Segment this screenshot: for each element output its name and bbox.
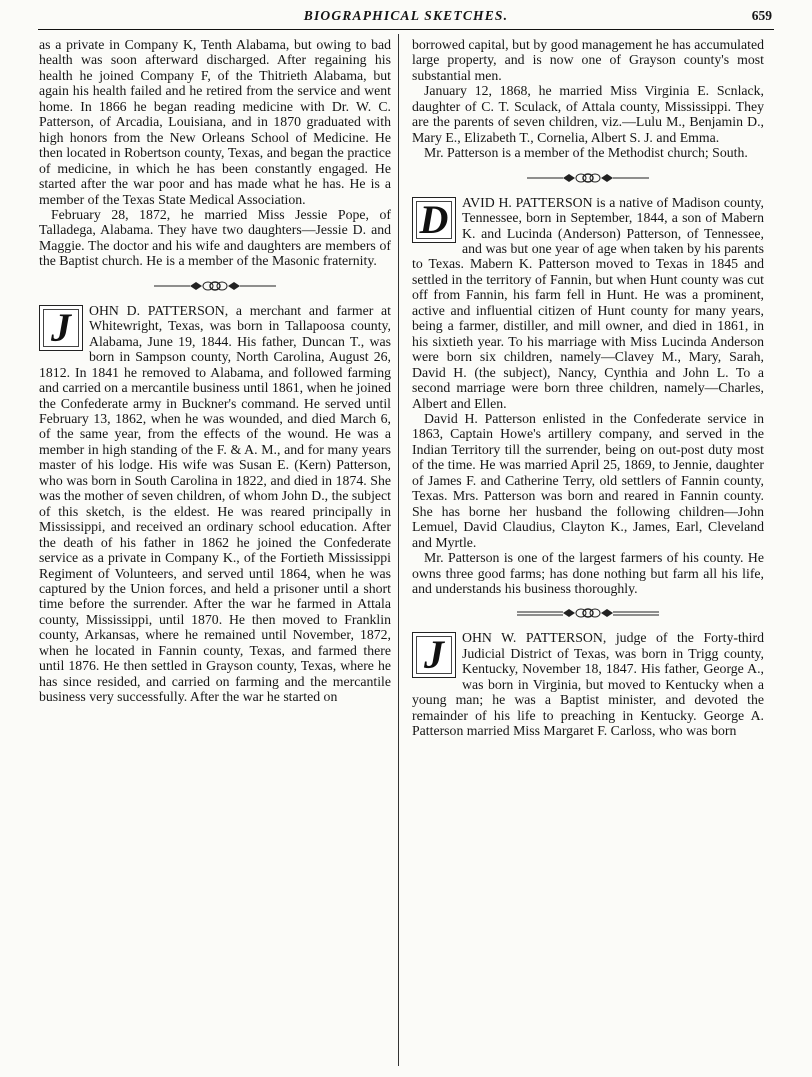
right-church-paragraph: Mr. Patterson is a member of the Methodist church; South. bbox=[424, 145, 748, 161]
bio-david-h-lead-text: AVID H. PATTERSON is a native of Madison county, Tennessee, born in September, 1844, a son of Mabern K. and Lucinda (Anderson) Patterson, of Tennessee, and was but one year of age when taken by his parents to Texas. Mabern K. Patterson moved to Texas in 1845 and settled in the territory of Fannin, but when Hunt county was cut off from Fannin, his farm fell in Hunt. He was a prominent, active and influential citizen of Hunt county for many years, being a farmer, distiller, and mill owner, and died in 1861, in his sixtieth year. To his marriage with Miss Lucinda Anderson were born six children, namely—Clavey M., Mary, Sarah, David H. (the subject), Nancy, Cynthia and John L. To a second marriage were born three children, namely—Charles, Albert and Ellen. bbox=[412, 194, 764, 411]
left-column bbox=[39, 37, 391, 705]
ornament-divider-icon bbox=[150, 280, 280, 292]
bio-david-h-service-paragraph: David H. Patterson enlisted in the Confederate service in 1863, Captain Howe's artillery company, and served in the Indian Territory till the surrender, being on out-post duty most of the time. He was married April 25, 1869, to Jennie, daughter of James F. and Catherine Terry, old settlers of Fannin county, Texas. Mrs. Patterson was born and reared in Fannin county. She has borne her husband the following children—John Lemuel, David Claudius, Clayton K., James, Earl, Cleveland and Myrtle. bbox=[412, 410, 764, 550]
page-header bbox=[38, 8, 774, 30]
section-ornament bbox=[412, 161, 764, 195]
bio-john-d-lead-paragraph bbox=[39, 303, 391, 705]
section-ornament bbox=[39, 269, 391, 303]
dropcap-j-icon: J bbox=[39, 305, 83, 351]
left-continuation-paragraph: as a private in Company K, Tenth Alabama, but owing to bad health was soon afterward discharged. After regaining his health he joined Company F, of the Thitrieth Alabama, but again his health failed and he retired from the service and went home. In 1866 he began reading medicine with Dr. W. C. Patterson, of Arcadia, Louisiana, and in 1870 graduated with high honors from the New Orleans School of Medicine. He then located in Robertson county, Texas, and began the practice of medicine, in which he has been constantly engaged. He started after the war poor and has made what he has. He is a member of the Texas State Medical Association. bbox=[39, 37, 391, 207]
right-continuation-paragraph: borrowed capital, but by good management he has accumulated large property, and is now one of Grayson county's most substantial men. bbox=[412, 37, 764, 83]
right-column bbox=[412, 37, 764, 739]
dropcap-j-icon: J bbox=[412, 632, 456, 678]
bio-john-w-lead-text: OHN W. PATTERSON, judge of the Forty-third Judicial District of Texas, was born in Trigg county, Kentucky, November 18, 1847. His father, George A., was born in Virginia, but moved to Kentucky when a young man; he was a Baptist minister, and devoted the remainder of his life to preaching in Kentucky. George A. Patterson married Miss Margaret F. Carloss, who was born bbox=[412, 630, 764, 739]
bio-david-h-lead-paragraph bbox=[412, 195, 764, 411]
ornament-divider-icon bbox=[523, 172, 653, 184]
section-ornament bbox=[412, 596, 764, 630]
biography-john-w-patterson bbox=[412, 630, 764, 738]
dropcap-d-icon: D bbox=[412, 197, 456, 243]
bio-john-d-lead-text: OHN D. PATTERSON, a merchant and farmer at Whitewright, Texas, was born in Tallapoosa county, Alabama, June 19, 1844. His father, Duncan T., was born in Sampson county, North Carolina, August 26, 1812. In 1841 he removed to Alabama, and followed farming and carried on a mercantile business until 1861, when he joined the Confederate army in Buckner's command. He served until February 13, 1862, when he was wounded, and died March 6, of the same year, from the effects of the wound. He was a member in high standing of the F. & A. M., and for many years master of his lodge. His wife was Susan E. (Kern) Patterson, who was born in South Carolina in 1822, and died in 1874. She was the mother of seven children, of whom John D., the subject of this sketch, is the eldest. He was reared principally in Mississippi, and received an ordinary school education. After the death of his father in 1862 he joined the Confederate service as a private in Company K., of the Fortieth Mississippi Regiment of Volunteers, and served until 1864, when he was captured by the Union forces, and held a prisoner until a short time before the surrender. After the war he farmed in Attala county, Mississippi, until 1870. He then moved to Franklin county, Arkansas, where he remained until November, 1872, when he located in Fannin county, Texas, and farmed there until 1876. He then settled in Grayson county, Texas, where he has since resided, and carried on farming and the mercantile business very successfully. After the war he started on bbox=[39, 302, 391, 705]
page-number: 659 bbox=[751, 8, 772, 23]
right-marriage-paragraph: January 12, 1868, he married Miss Virginia E. Scnlack, daughter of C. T. Sculack, of Attala county, Mississippi. They are the parents of seven children, viz.—Lulu M., Benjamin D., Mary E., Elizabeth T., Cornelia, Albert S. J. and Emma. bbox=[412, 83, 764, 145]
ornament-divider-icon bbox=[513, 607, 663, 619]
biography-david-h-patterson bbox=[412, 195, 764, 597]
left-marriage-paragraph: February 28, 1872, he married Miss Jessie Pope, of Talladega, Alabama. They have two daughters—Jessie D. and Maggie. The doctor and his wife and daughters are members of the Baptist church. He is a member of the Masonic fraternity. bbox=[39, 206, 391, 269]
bio-john-w-lead-paragraph bbox=[412, 630, 764, 738]
running-title: BIOGRAPHICAL SKETCHES. bbox=[303, 8, 509, 23]
header-rule bbox=[38, 29, 774, 30]
bio-david-h-farms-paragraph: Mr. Patterson is one of the largest farmers of his county. He owns three good farms; has done nothing but farm all his life, and understands his business thoroughly. bbox=[412, 550, 764, 596]
column-divider bbox=[398, 34, 399, 1066]
biography-john-d-patterson bbox=[39, 303, 391, 705]
